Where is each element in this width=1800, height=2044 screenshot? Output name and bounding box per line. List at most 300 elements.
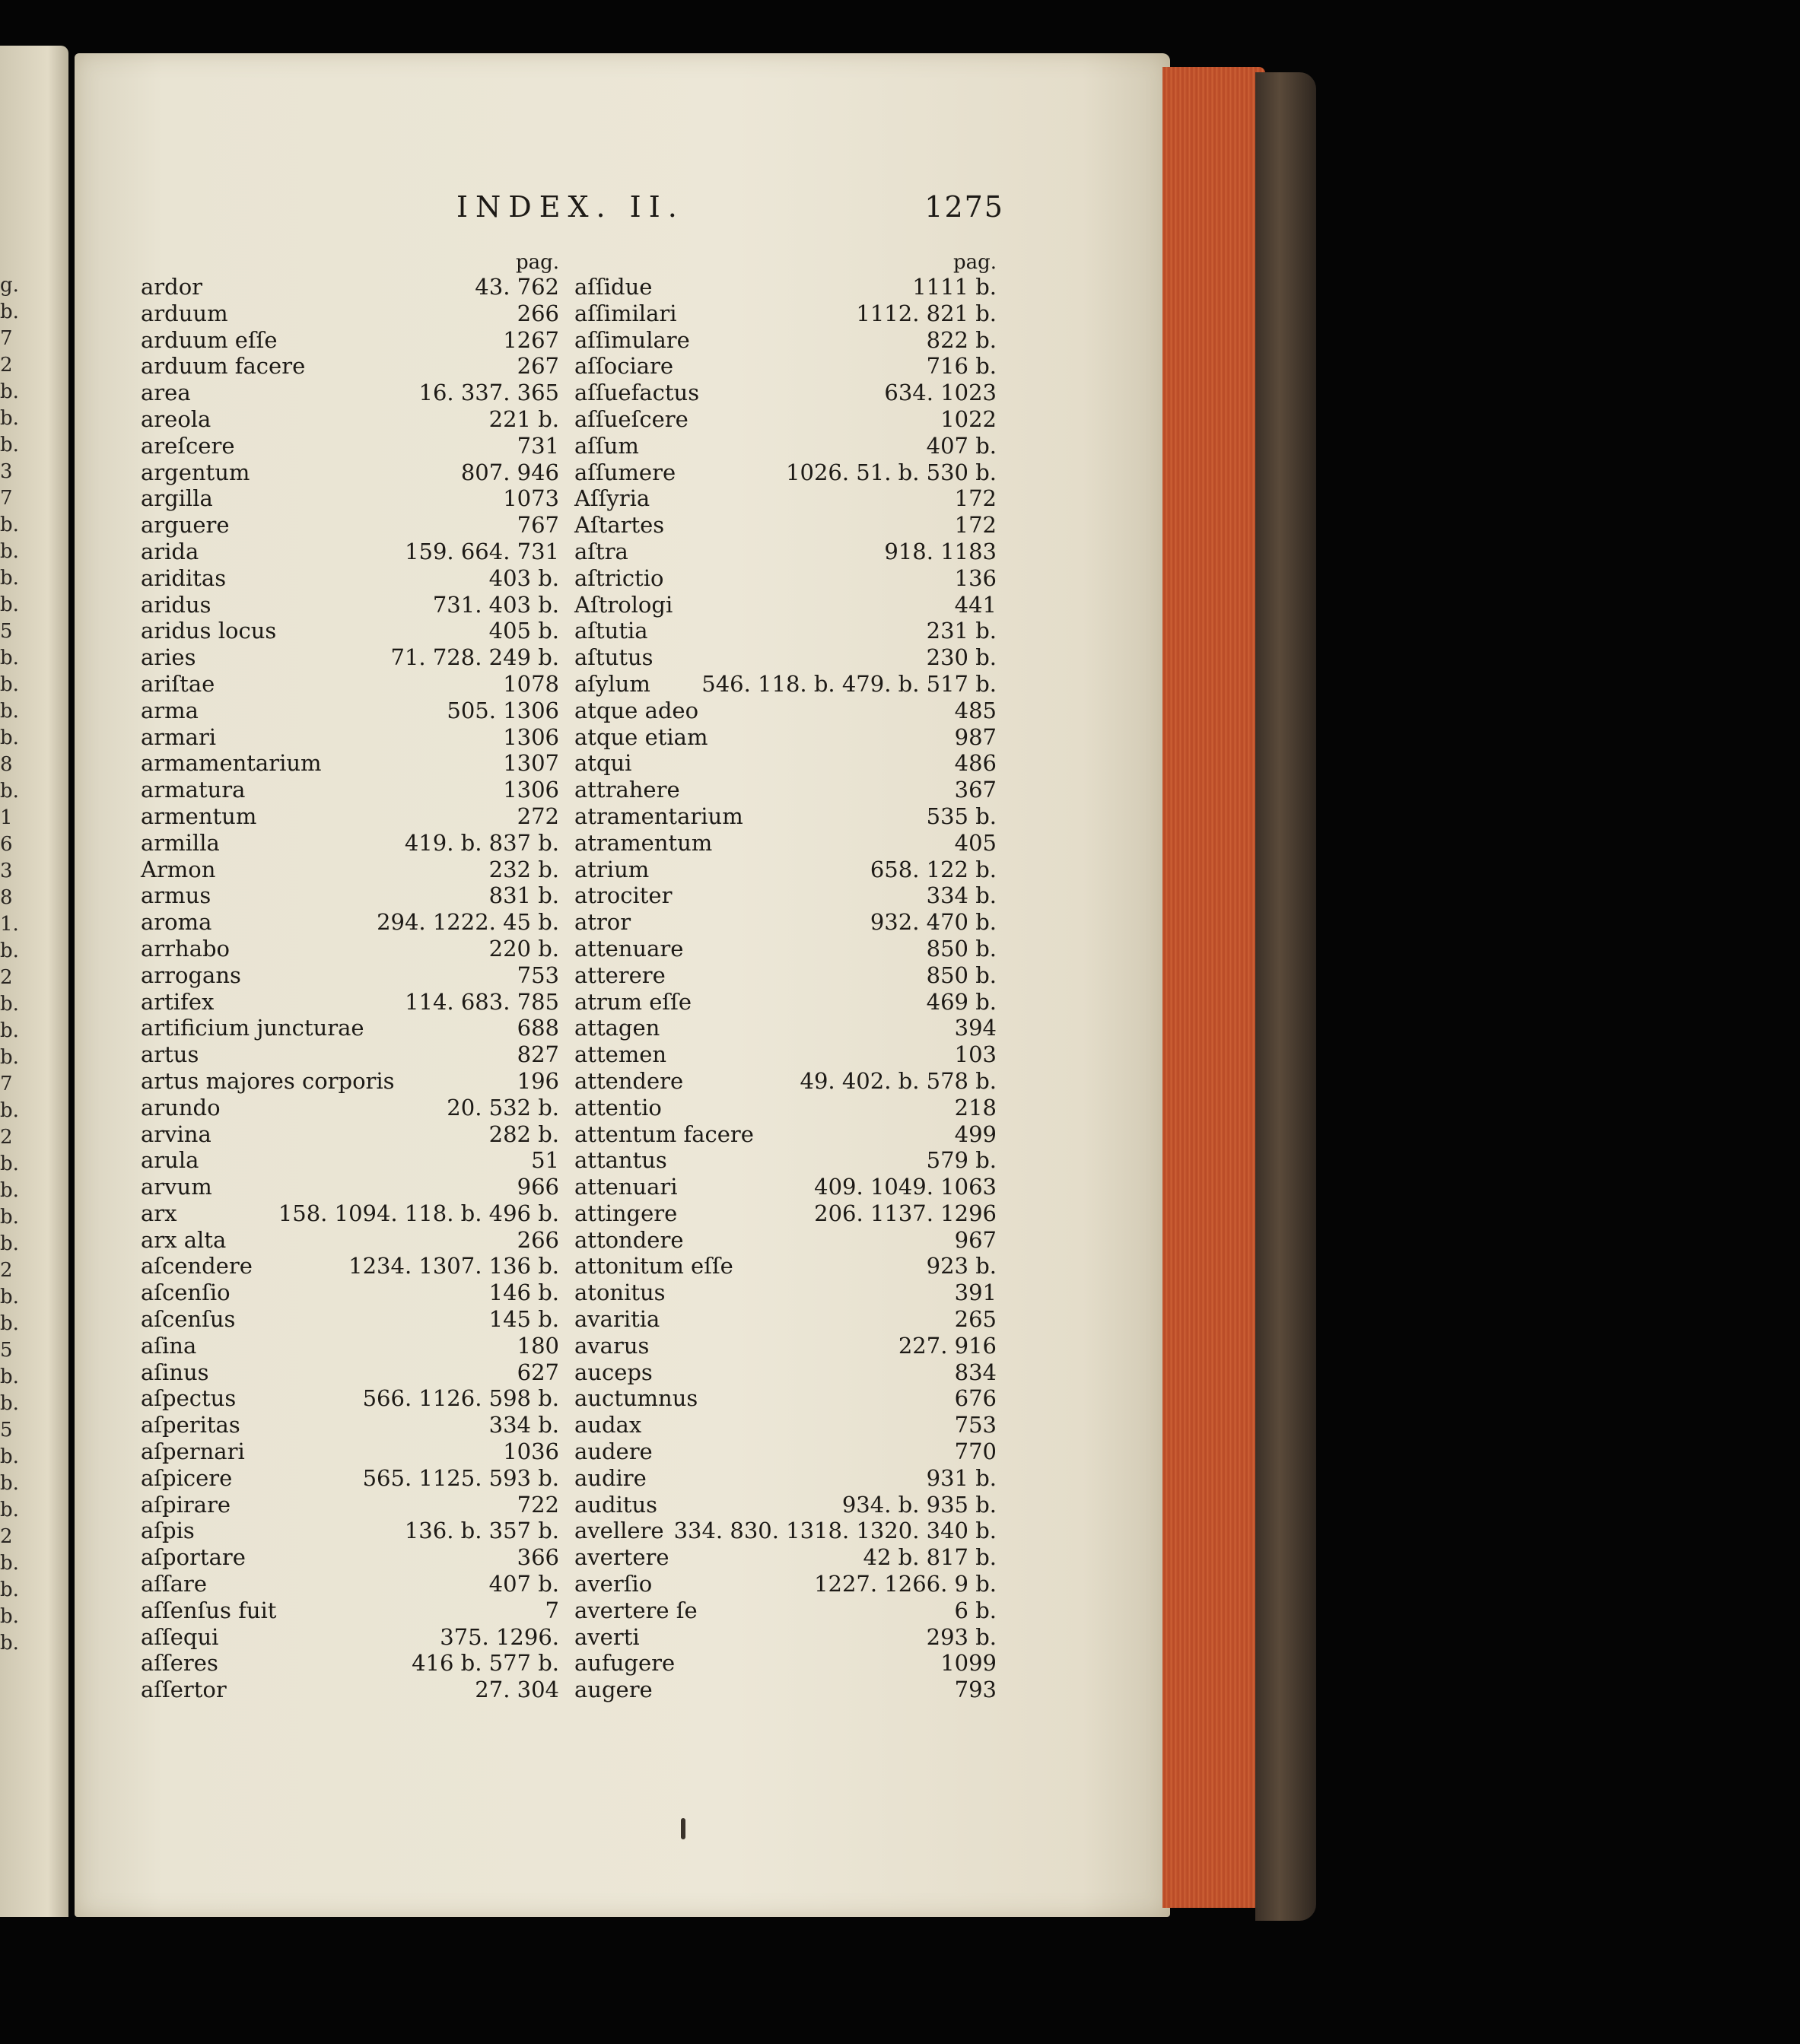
entry-term: aufugere — [574, 1650, 676, 1677]
entry-page-ref: 136. b. 357 b. — [404, 1518, 559, 1544]
entry-page-ref: 934. b. 935 b. — [841, 1491, 997, 1518]
entry-page-ref: 27. 304 — [475, 1677, 559, 1703]
entry-term: areſcere — [141, 432, 235, 459]
entry-term: artus majores corporis — [141, 1067, 395, 1094]
entry-term: aſtra — [574, 538, 628, 564]
index-entry — [574, 1174, 997, 1200]
entry-page-ref: 206. 1137. 1296 — [814, 1200, 997, 1226]
index-entry — [141, 433, 559, 459]
index-entry — [574, 1412, 997, 1438]
index-entry — [574, 512, 997, 539]
entry-page-ref: 114. 683. 785 — [405, 988, 559, 1015]
entry-term: audire — [574, 1464, 647, 1491]
entry-term: arida — [141, 538, 199, 564]
entry-term: arma — [141, 697, 199, 723]
entry-term: armentum — [141, 803, 257, 829]
margin-char: b. — [0, 593, 19, 616]
entry-term: aroma — [141, 909, 212, 936]
entry-term: aridus locus — [141, 618, 277, 644]
index-entry — [574, 962, 997, 989]
entry-term: aſtrictio — [574, 564, 664, 591]
entry-term: audax — [574, 1412, 642, 1438]
entry-page-ref: 220 b. — [488, 935, 559, 962]
entry-term: arduum eſſe — [141, 326, 278, 353]
entry-page-ref: 850 b. — [926, 935, 997, 962]
margin-char: 2 — [0, 354, 13, 377]
margin-char: 6 — [0, 833, 13, 856]
index-entry — [141, 1147, 559, 1174]
entry-term: atramentum — [574, 829, 713, 856]
entry-term: arvina — [141, 1121, 211, 1147]
entry-page-ref: 180 — [517, 1332, 559, 1359]
entry-term: atramentarium — [574, 803, 743, 829]
entry-term: attondere — [574, 1226, 684, 1253]
margin-char: 8 — [0, 753, 13, 776]
entry-term: aſtutus — [574, 644, 654, 671]
margin-char: 1 — [0, 806, 13, 829]
entry-page-ref: 469 b. — [926, 988, 997, 1015]
entry-page-ref: 1099 — [940, 1650, 997, 1677]
index-entry — [574, 724, 997, 751]
entry-term: aſſociare — [574, 353, 674, 380]
entry-page-ref: 227. 916 — [898, 1332, 997, 1359]
entry-page-ref: 1307 — [503, 750, 559, 777]
entry-page-ref: 6 b. — [954, 1597, 997, 1623]
entry-page-ref: 266 — [517, 300, 559, 326]
entry-term: Aſtrologi — [574, 591, 673, 618]
index-entry — [574, 1147, 997, 1174]
margin-char: 5 — [0, 1339, 13, 1362]
entry-term: aſcenſio — [141, 1279, 231, 1306]
entry-page-ref: 172 — [954, 485, 997, 512]
margin-char: b. — [0, 1499, 19, 1521]
entry-term: atqui — [574, 750, 632, 777]
entry-page-ref: 565. 1125. 593 b. — [362, 1464, 559, 1491]
index-entry — [574, 1518, 997, 1544]
index-entry — [141, 406, 559, 433]
entry-term: armamentarium — [141, 750, 322, 777]
entry-page-ref: 441 — [954, 591, 997, 618]
entry-term: attendere — [574, 1067, 684, 1094]
index-column-left — [141, 251, 559, 1703]
entry-page-ref: 485 — [954, 697, 997, 723]
margin-char: b. — [0, 1445, 19, 1468]
index-entry — [574, 830, 997, 857]
index-entry — [141, 909, 559, 936]
margin-char: b. — [0, 567, 19, 590]
margin-char: b. — [0, 993, 19, 1016]
entry-term: aſportare — [141, 1544, 246, 1571]
index-entry — [141, 644, 559, 671]
entry-page-ref: 688 — [517, 1015, 559, 1041]
index-entry — [141, 1015, 559, 1041]
entry-page-ref: 49. 402. b. 578 b. — [800, 1067, 997, 1094]
index-entry — [574, 1095, 997, 1121]
index-entry — [141, 803, 559, 830]
entry-term: aſſum — [574, 432, 639, 459]
entry-page-ref: 172 — [954, 512, 997, 539]
index-entry — [574, 1041, 997, 1068]
entry-term: auditus — [574, 1491, 658, 1518]
entry-page-ref: 294. 1222. 45 b. — [377, 909, 559, 936]
index-entry — [141, 274, 559, 300]
index-entry — [141, 1677, 559, 1703]
entry-page-ref: 42 b. 817 b. — [863, 1544, 997, 1571]
entry-page-ref: 334 b. — [488, 1412, 559, 1438]
entry-page-ref: 231 b. — [926, 618, 997, 644]
entry-term: attrahere — [574, 777, 680, 803]
index-entry — [574, 1200, 997, 1227]
margin-char: 3 — [0, 860, 13, 882]
entry-page-ref: 918. 1183 — [884, 538, 997, 564]
entry-page-ref: 334. 830. 1318. 1320. 340 b. — [673, 1518, 997, 1544]
entry-page-ref: 403 b. — [488, 564, 559, 591]
entry-page-ref: 731. 403 b. — [432, 591, 559, 618]
entry-page-ref: 196 — [517, 1067, 559, 1094]
entry-page-ref: 265 — [954, 1306, 997, 1333]
margin-char: 3 — [0, 460, 13, 483]
margin-char: b. — [0, 1099, 19, 1122]
entry-page-ref: 499 — [954, 1121, 997, 1147]
margin-char: b. — [0, 1179, 19, 1202]
index-entry — [574, 750, 997, 777]
index-entry — [141, 1624, 559, 1651]
margin-char: b. — [0, 300, 19, 323]
index-entry — [574, 353, 997, 380]
margin-char: b. — [0, 726, 19, 749]
entry-page-ref: 146 b. — [488, 1279, 559, 1306]
entry-page-ref: 419. b. 837 b. — [404, 829, 559, 856]
entry-term: argentum — [141, 459, 250, 485]
entry-term: attentio — [574, 1094, 662, 1121]
index-entry — [574, 1385, 997, 1412]
entry-term: armus — [141, 882, 211, 909]
index-entry — [141, 1438, 559, 1465]
entry-page-ref: 1267 — [503, 326, 559, 353]
entry-page-ref: 230 b. — [926, 644, 997, 671]
entry-term: arrhabo — [141, 935, 231, 962]
entry-term: aſſeres — [141, 1650, 218, 1677]
entry-page-ref: 293 b. — [926, 1623, 997, 1650]
margin-char: b. — [0, 1232, 19, 1255]
entry-page-ref: 266 — [517, 1226, 559, 1253]
index-entry — [574, 406, 997, 433]
page-block-edge — [1162, 67, 1265, 1908]
index-entry — [574, 618, 997, 644]
entry-term: arrogans — [141, 962, 241, 988]
entry-term: atror — [574, 909, 631, 936]
margin-char: b. — [0, 1312, 19, 1335]
entry-term: averti — [574, 1623, 640, 1650]
index-entry — [141, 1227, 559, 1254]
index-entry — [574, 1492, 997, 1518]
index-entry — [141, 353, 559, 380]
entry-term: aſcendere — [141, 1253, 253, 1279]
index-entry — [141, 1095, 559, 1121]
entry-term: armari — [141, 723, 217, 750]
entry-term: armatura — [141, 777, 246, 803]
entry-term: atrum eſſe — [574, 988, 692, 1015]
index-entry — [141, 962, 559, 989]
entry-page-ref: 405 b. — [488, 618, 559, 644]
entry-term: areola — [141, 405, 211, 432]
entry-page-ref: 753 — [517, 962, 559, 988]
index-entry — [141, 698, 559, 724]
margin-char: b. — [0, 1206, 19, 1229]
index-entry — [141, 565, 559, 592]
ink-mark — [681, 1818, 685, 1839]
entry-term: Aſtartes — [574, 512, 665, 539]
entry-term: arula — [141, 1147, 199, 1174]
entry-term: arundo — [141, 1094, 221, 1121]
entry-page-ref: 486 — [954, 750, 997, 777]
margin-char: b. — [0, 1286, 19, 1308]
index-entry — [141, 1492, 559, 1518]
entry-page-ref: 716 b. — [926, 353, 997, 380]
entry-term: ardor — [141, 274, 203, 300]
left-page-edge — [0, 46, 68, 1917]
entry-list — [574, 274, 997, 1703]
entry-page-ref: 546. 118. b. 479. b. 517 b. — [701, 670, 997, 697]
entry-page-ref: 1112. 821 b. — [856, 300, 997, 326]
index-entry — [574, 1465, 997, 1492]
index-entry — [141, 1306, 559, 1333]
margin-char: b. — [0, 1552, 19, 1575]
entry-term: aſſequi — [141, 1623, 219, 1650]
entry-term: aſcenſus — [141, 1306, 236, 1333]
index-entry — [574, 1227, 997, 1254]
entry-page-ref: 793 — [954, 1677, 997, 1703]
entry-term: ariſtae — [141, 670, 215, 697]
index-entry — [574, 327, 997, 354]
margin-char: b. — [0, 1632, 19, 1655]
margin-char: 2 — [0, 966, 13, 989]
entry-page-ref: 20. 532 b. — [447, 1094, 559, 1121]
entry-page-ref: 967 — [954, 1226, 997, 1253]
entry-page-ref: 627 — [517, 1359, 559, 1385]
margin-char: b. — [0, 1392, 19, 1415]
entry-page-ref: 834 — [954, 1359, 997, 1385]
entry-term: avertere — [574, 1544, 669, 1571]
margin-char: 5 — [0, 620, 13, 643]
margin-char: b. — [0, 939, 19, 962]
entry-term: arx — [141, 1200, 177, 1226]
entry-term: ariditas — [141, 564, 227, 591]
entry-term: atonitus — [574, 1279, 666, 1306]
entry-term: aſſimulare — [574, 326, 690, 353]
entry-page-ref: 1073 — [503, 485, 559, 512]
entry-page-ref: 407 b. — [926, 432, 997, 459]
entry-page-ref: 366 — [517, 1544, 559, 1571]
index-entry — [141, 1121, 559, 1148]
entry-page-ref: 932. 470 b. — [870, 909, 997, 936]
entry-page-ref: 822 b. — [926, 326, 997, 353]
entry-page-ref: 566. 1126. 598 b. — [362, 1385, 559, 1412]
entry-term: Aſſyria — [574, 485, 650, 512]
entry-term: attentum facere — [574, 1121, 754, 1147]
entry-term: area — [141, 380, 191, 406]
entry-term: avertere ſe — [574, 1597, 698, 1623]
index-entry — [141, 592, 559, 618]
entry-term: aſſidue — [574, 274, 653, 300]
pag-label: pag. — [515, 251, 559, 274]
book-cover — [1255, 72, 1316, 1921]
entry-page-ref: 218 — [954, 1094, 997, 1121]
entry-term: aſſare — [141, 1571, 208, 1597]
entry-term: aſtutia — [574, 618, 648, 644]
margin-char: 2 — [0, 1525, 13, 1548]
index-entry — [141, 1068, 559, 1095]
entry-term: attenuari — [574, 1174, 678, 1200]
entry-term: atque etiam — [574, 723, 708, 750]
index-entry — [141, 1571, 559, 1597]
entry-page-ref: 579 b. — [926, 1147, 997, 1174]
index-entry — [574, 644, 997, 671]
index-entry — [574, 909, 997, 936]
index-entry — [574, 1571, 997, 1597]
running-title: INDEX. II. — [456, 190, 685, 224]
entry-term: aſpectus — [141, 1385, 237, 1412]
index-entry — [574, 1015, 997, 1041]
index-entry — [574, 936, 997, 962]
entry-page-ref: 658. 122 b. — [870, 856, 997, 882]
entry-term: attagen — [574, 1015, 660, 1041]
margin-char: 7 — [0, 1073, 13, 1095]
entry-term: atrociter — [574, 882, 673, 909]
entry-term: aſpernari — [141, 1438, 245, 1465]
index-entry — [141, 618, 559, 644]
entry-term: avarus — [574, 1332, 650, 1359]
entry-page-ref: 367 — [954, 777, 997, 803]
entry-term: Armon — [141, 856, 216, 882]
entry-page-ref: 394 — [954, 1015, 997, 1041]
entry-term: averſio — [574, 1571, 653, 1597]
entry-page-ref: 987 — [954, 723, 997, 750]
index-entry — [574, 1544, 997, 1571]
margin-char: 2 — [0, 1259, 13, 1282]
index-entry — [141, 459, 559, 486]
entry-page-ref: 807. 946 — [460, 459, 559, 485]
index-entry — [141, 1279, 559, 1306]
page-header — [456, 190, 1004, 228]
index-entry — [141, 1597, 559, 1624]
entry-page-ref: 391 — [954, 1279, 997, 1306]
entry-term: attemen — [574, 1041, 667, 1068]
index-entry — [574, 1650, 997, 1677]
entry-term: auceps — [574, 1359, 653, 1385]
index-entry — [574, 1438, 997, 1465]
entry-page-ref: 282 b. — [488, 1121, 559, 1147]
margin-char: b. — [0, 540, 19, 563]
index-entry — [141, 1253, 559, 1279]
margin-char: b. — [0, 1019, 19, 1042]
left-page-margin-text — [0, 274, 19, 1658]
entry-term: aſſertor — [141, 1677, 227, 1703]
margin-char: b. — [0, 700, 19, 723]
entry-page-ref: 334 b. — [926, 882, 997, 909]
index-entry — [574, 1279, 997, 1306]
index-entry — [574, 1306, 997, 1333]
entry-page-ref: 103 — [954, 1041, 997, 1068]
entry-term: attingere — [574, 1200, 678, 1226]
entry-page-ref: 16. 337. 365 — [418, 380, 559, 406]
entry-page-ref: 158. 1094. 118. b. 496 b. — [278, 1200, 559, 1226]
entry-page-ref: 931 b. — [926, 1464, 997, 1491]
entry-term: attenuare — [574, 935, 684, 962]
entry-term: audere — [574, 1438, 653, 1465]
index-entry — [574, 274, 997, 300]
index-entry — [141, 1359, 559, 1386]
index-entry — [141, 777, 559, 803]
entry-page-ref: 405 — [954, 829, 997, 856]
entry-term: atterere — [574, 962, 666, 988]
margin-char: b. — [0, 780, 19, 803]
index-entry — [574, 485, 997, 512]
index-entry — [141, 830, 559, 857]
entry-page-ref: 731 — [517, 432, 559, 459]
index-entry — [141, 1174, 559, 1200]
index-entry — [141, 327, 559, 354]
entry-page-ref: 770 — [954, 1438, 997, 1465]
entry-term: arduum facere — [141, 353, 306, 380]
entry-page-ref: 416 b. 577 b. — [412, 1650, 559, 1677]
index-entry — [574, 857, 997, 883]
index-entry — [574, 1597, 997, 1624]
entry-term: aſpicere — [141, 1464, 233, 1491]
margin-char: 2 — [0, 1126, 13, 1149]
margin-char: b. — [0, 647, 19, 669]
entry-term: aſſumere — [574, 459, 676, 485]
index-entry — [141, 1385, 559, 1412]
entry-term: aſylum — [574, 670, 650, 697]
index-entry — [141, 671, 559, 698]
index-entry — [141, 1200, 559, 1227]
index-entry — [141, 485, 559, 512]
entry-page-ref: 831 b. — [488, 882, 559, 909]
margin-char: b. — [0, 1046, 19, 1069]
index-column-right — [574, 251, 997, 1703]
entry-page-ref: 676 — [954, 1385, 997, 1412]
entry-page-ref: 136 — [954, 564, 997, 591]
index-entry — [574, 459, 997, 486]
entry-term: artificium juncturae — [141, 1015, 364, 1041]
margin-char: b. — [0, 673, 19, 696]
entry-term: avellere — [574, 1518, 664, 1544]
entry-page-ref: 535 b. — [926, 803, 997, 829]
index-entry — [141, 724, 559, 751]
entry-term: arguere — [141, 512, 230, 539]
index-entry — [574, 1121, 997, 1148]
index-entry — [141, 936, 559, 962]
index-entry — [141, 300, 559, 327]
index-entry — [574, 803, 997, 830]
index-entry — [141, 857, 559, 883]
entry-page-ref: 767 — [517, 512, 559, 539]
margin-char: b. — [0, 513, 19, 536]
entry-term: arx alta — [141, 1226, 227, 1253]
index-entry — [141, 380, 559, 406]
index-entry — [574, 592, 997, 618]
margin-char: 7 — [0, 487, 13, 510]
entry-page-ref: 923 b. — [926, 1253, 997, 1279]
entry-term: aſpirare — [141, 1491, 231, 1518]
pag-label: pag. — [952, 251, 997, 274]
index-entry — [574, 1359, 997, 1386]
index-entry — [574, 300, 997, 327]
index-entry — [141, 1412, 559, 1438]
entry-page-ref: 753 — [954, 1412, 997, 1438]
margin-char: b. — [0, 434, 19, 456]
